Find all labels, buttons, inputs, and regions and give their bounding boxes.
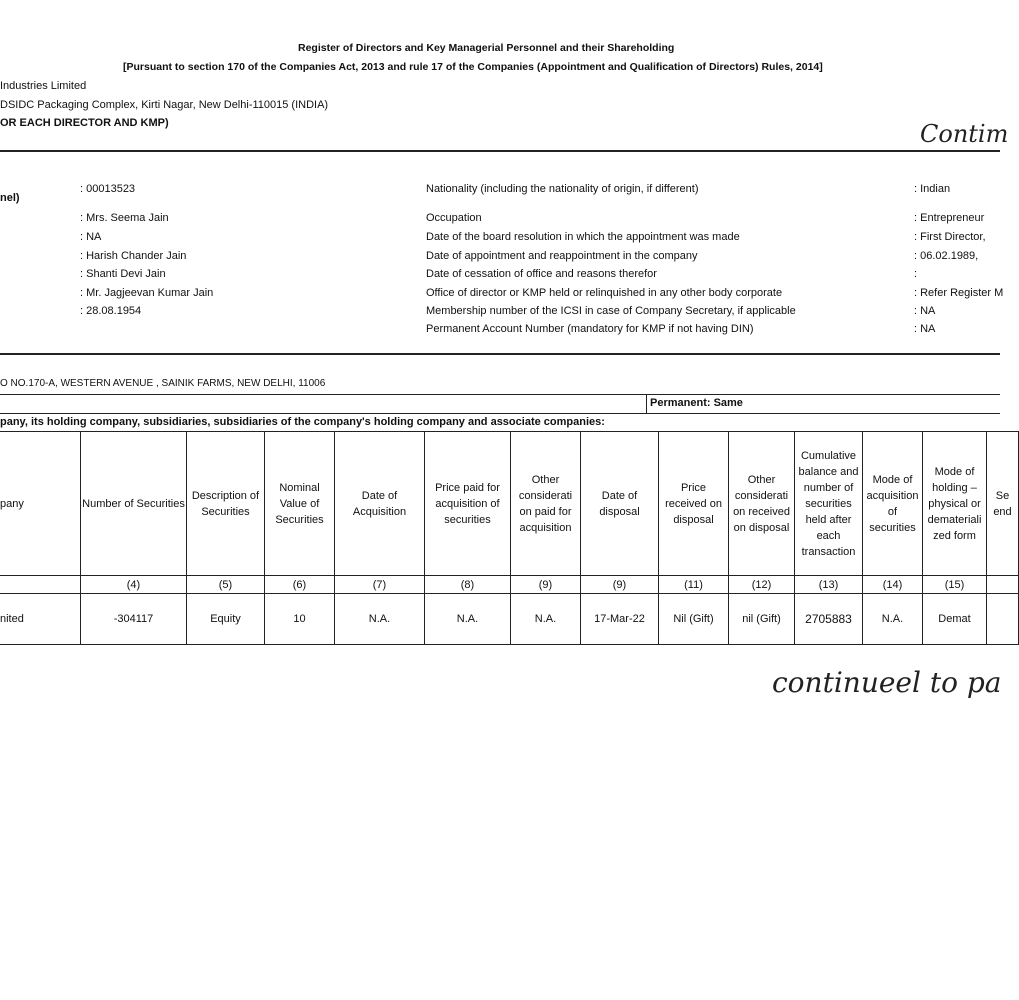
cell-number-of-securities: -304117 <box>81 594 187 645</box>
table-row <box>0 594 1019 645</box>
register-title: Register of Directors and Key Managerial Personnel and their Shareholding <box>298 42 675 54</box>
nationality-label: Nationality (including the nationality of origin, if different) <box>426 183 699 195</box>
father-name-value: : Harish Chander Jain <box>80 250 187 262</box>
col-number <box>987 576 1019 594</box>
detail-na-value: : NA <box>80 231 102 243</box>
appointment-date-value: : 06.02.1989, <box>914 250 979 262</box>
col-number <box>0 576 81 594</box>
nationality-value: : Indian <box>914 183 951 195</box>
din-value: : 00013523 <box>80 183 136 195</box>
cell-price-paid: N.A. <box>425 594 511 645</box>
col-number: (7) <box>335 576 425 594</box>
company-name: Industries Limited <box>0 80 87 92</box>
col-cut-off-header: Se end <box>987 432 1019 576</box>
divider-top <box>0 150 1000 152</box>
col-nominal-value-header: Nominal Value of Securities <box>265 432 335 576</box>
col-price-paid-header: Price paid for acquisition of securities <box>425 432 511 576</box>
col-cumulative-balance-header: Cumulative balance and number of securities held after each transaction <box>795 432 863 576</box>
permanent-divider <box>646 394 647 413</box>
col-number: (4) <box>81 576 187 594</box>
col-mode-holding-header: Mode of holding – physical or demateriali zed form <box>923 432 987 576</box>
appointment-date-label: Date of appointment and reappointment in the company <box>426 250 698 262</box>
details-left-label: nel) <box>0 192 20 204</box>
col-date-acquisition-header: Date of Acquisition <box>335 432 425 576</box>
col-description-header: Description of Securities <box>187 432 265 576</box>
icsi-membership-label: Membership number of the ICSI in case of Company Secretary, if applicable <box>426 305 796 317</box>
date-of-birth-value: : 28.08.1954 <box>80 305 142 317</box>
col-price-received-header: Price received on disposal <box>659 432 729 576</box>
heading-line <box>0 413 1000 414</box>
col-other-consideration-received-header: Other considerati on received on disposal <box>729 432 795 576</box>
cell-other-consideration-received: nil (Gift) <box>729 594 795 645</box>
col-number: (9) <box>581 576 659 594</box>
table-header-row <box>0 432 1019 576</box>
register-subtitle: [Pursuant to section 170 of the Companies Act, 2013 and rule 17 of the Companies (Appointment and Qualification of Directors) Rules, 2014] <box>123 61 823 73</box>
cell-mode-holding: Demat <box>923 594 987 645</box>
address-line <box>0 394 1000 395</box>
handwritten-continued-top: Contim <box>920 120 1009 148</box>
occupation-label: Occupation <box>426 212 482 224</box>
cell-description: Equity <box>187 594 265 645</box>
cessation-label: Date of cessation of office and reasons therefor <box>426 268 657 280</box>
mother-name-value: : Shanti Devi Jain <box>80 268 166 280</box>
permanent-address: Permanent: Same <box>650 397 743 409</box>
securities-heading: pany, its holding company, subsidiaries, subsidiaries of the company's holding company and associate companies: <box>0 416 605 428</box>
securities-table <box>0 431 1019 645</box>
col-date-disposal-header: Date of disposal <box>581 432 659 576</box>
col-other-consideration-paid-header: Other considerati on paid for acquisition <box>511 432 581 576</box>
col-number: (6) <box>265 576 335 594</box>
table-number-row <box>0 576 1019 594</box>
col-number: (11) <box>659 576 729 594</box>
cell-mode-acquisition: N.A. <box>863 594 923 645</box>
relative-name-value: : Mr. Jagjeevan Kumar Jain <box>80 287 214 299</box>
col-number: (13) <box>795 576 863 594</box>
col-number: (12) <box>729 576 795 594</box>
cell-cumulative-balance: 2705883 <box>795 594 863 645</box>
company-address: DSIDC Packaging Complex, Kirti Nagar, New Delhi-110015 (INDIA) <box>0 99 329 111</box>
cell-company: nited <box>0 594 81 645</box>
col-company-header: pany <box>0 432 81 576</box>
spouse-name-value: : Mrs. Seema Jain <box>80 212 169 224</box>
cell-date-acquisition: N.A. <box>335 594 425 645</box>
col-number: (8) <box>425 576 511 594</box>
board-resolution-label: Date of the board resolution in which the appointment was made <box>426 231 740 243</box>
col-number: (5) <box>187 576 265 594</box>
col-number: (15) <box>923 576 987 594</box>
cell-price-received: Nil (Gift) <box>659 594 729 645</box>
col-number-of-securities-header: Number of Securities <box>81 432 187 576</box>
cessation-value: : <box>914 268 918 280</box>
cell-other-consideration-paid: N.A. <box>511 594 581 645</box>
other-office-label: Office of director or KMP held or relinquished in any other body corporate <box>426 287 783 299</box>
occupation-value: : Entrepreneur <box>914 212 985 224</box>
section-label: OR EACH DIRECTOR AND KMP) <box>0 117 169 129</box>
divider-middle <box>0 353 1000 355</box>
cell-nominal-value: 10 <box>265 594 335 645</box>
present-address: O NO.170-A, WESTERN AVENUE , SAINIK FARMS, NEW DELHI, 11006 <box>0 378 326 389</box>
col-mode-acquisition-header: Mode of acquisition of securities <box>863 432 923 576</box>
other-office-value: : Refer Register M <box>914 287 1004 299</box>
cell-date-disposal: 17-Mar-22 <box>581 594 659 645</box>
board-resolution-value: : First Director, <box>914 231 986 243</box>
icsi-membership-value: : NA <box>914 305 936 317</box>
cell-cut-off <box>987 594 1019 645</box>
pan-value: : NA <box>914 323 936 335</box>
col-number: (14) <box>863 576 923 594</box>
pan-label: Permanent Account Number (mandatory for KMP if not having DIN) <box>426 323 754 335</box>
handwritten-continued-note: continueel to pa <box>772 666 1002 699</box>
col-number: (9) <box>511 576 581 594</box>
